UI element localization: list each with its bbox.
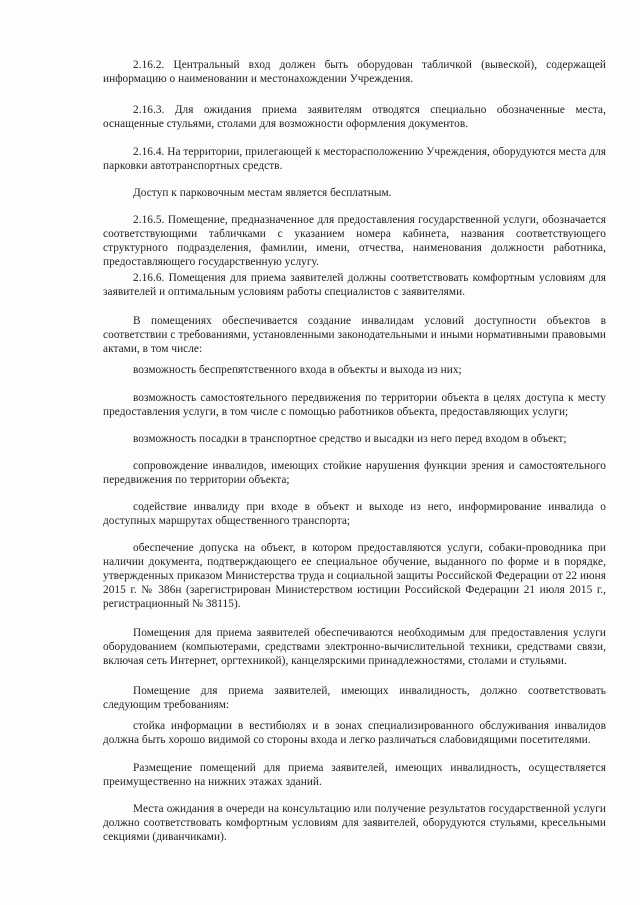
paragraph-2-16-5: 2.16.5. Помещение, предназначенное для предоставления государственной услуги, обозначается соответствующими табличками с указанием номера кабинета, названия соответствующего структурного подразделения, фамилии, имени, отчества, наименования должности работника, предоставляющего государственную услугу. [103, 214, 606, 268]
paragraph-2-16-4: 2.16.4. На территории, прилегающей к месторасположению Учреждения, оборудуются места для парковки автотранспортных средств. [103, 146, 606, 172]
paragraph-ground-floors: Размещение помещений для приема заявителей, имеющих инвалидность, осуществляется преимущественно на нижних этажах зданий. [103, 762, 606, 788]
paragraph-disabled-requirements: Помещение для приема заявителей, имеющих инвалидность, должно соответствовать следующим требованиям: [103, 685, 606, 711]
paragraph-accessibility-intro: В помещениях обеспечивается создание инвалидам условий доступности объектов в соответствии с требованиями, установленными законодательными и иными нормативными правовыми актами, в том числе: [103, 315, 606, 355]
list-item-transport: возможность посадки в транспортное средство и высадки из него перед входом в объект; [133, 433, 567, 445]
list-item-entry-exit: возможность беспрепятственного входа в объекты и выхода из них; [133, 364, 462, 376]
paragraph-waiting-areas: Места ожидания в очереди на консультацию или получение результатов государственной услуги должно соответствовать комфортным условиям для заявителей, оборудуются стульями, кресельными секциями (диванчиками). [103, 803, 606, 843]
paragraph-2-16-2: 2.16.2. Центральный вход должен быть оборудован табличкой (вывеской), содержащей информацию о наименовании и местонахождении Учреждения. [103, 59, 606, 85]
list-item-assistance: содействие инвалиду при входе в объект и выходе из него, информирование инвалида о доступных маршрутах общественного транспорта; [103, 501, 606, 527]
list-item-movement: возможность самостоятельного передвижения по территории объекта в целях доступа к месту предоставления услуги, в том числе с помощью работников объекта, предоставляющих услуги; [103, 392, 606, 418]
paragraph-equipment: Помещения для приема заявителей обеспечиваются необходимым для предоставления услуги оборудованием (компьютерами, средствами электронно-вычислительной техники, средствами связи, включая сеть Интернет, оргтехникой), канцелярскими принадлежностями, столами и стульями. [103, 627, 606, 667]
list-item-guide-dog: обеспечение допуска на объект, в котором предоставляются услуги, собаки-проводника при наличии документа, подтверждающего ее специальное обучение, выданного по форме и в порядке, утвержденных приказом Министерства труда и социальной защиты Российской Федерации от 22 июня 2015 г. № 386н (зарегистрирован Министерством юстиции Российской Федерации 21 июля 2015 г., регистрационный № 38115). [103, 542, 606, 610]
paragraph-2-16-6: 2.16.6. Помещения для приема заявителей должны соответствовать комфортным условиям для заявителей и оптимальным условиям работы специалистов с заявителями. [103, 272, 606, 298]
paragraph-2-16-3: 2.16.3. Для ожидания приема заявителям отводятся специально обозначенные места, оснащенные стульями, столами для возможности оформления документов. [103, 104, 606, 130]
paragraph-parking-free: Доступ к парковочным местам является бесплатным. [133, 187, 392, 199]
list-item-info-desk: стойка информации в вестибюлях и в зонах специализированного обслуживания инвалидов должна быть хорошо видимой со стороны входа и легко различаться слабовидящими посетителями. [103, 720, 606, 746]
list-item-escort: сопровождение инвалидов, имеющих стойкие нарушения функции зрения и самостоятельного передвижения по территории объекта; [103, 460, 606, 486]
